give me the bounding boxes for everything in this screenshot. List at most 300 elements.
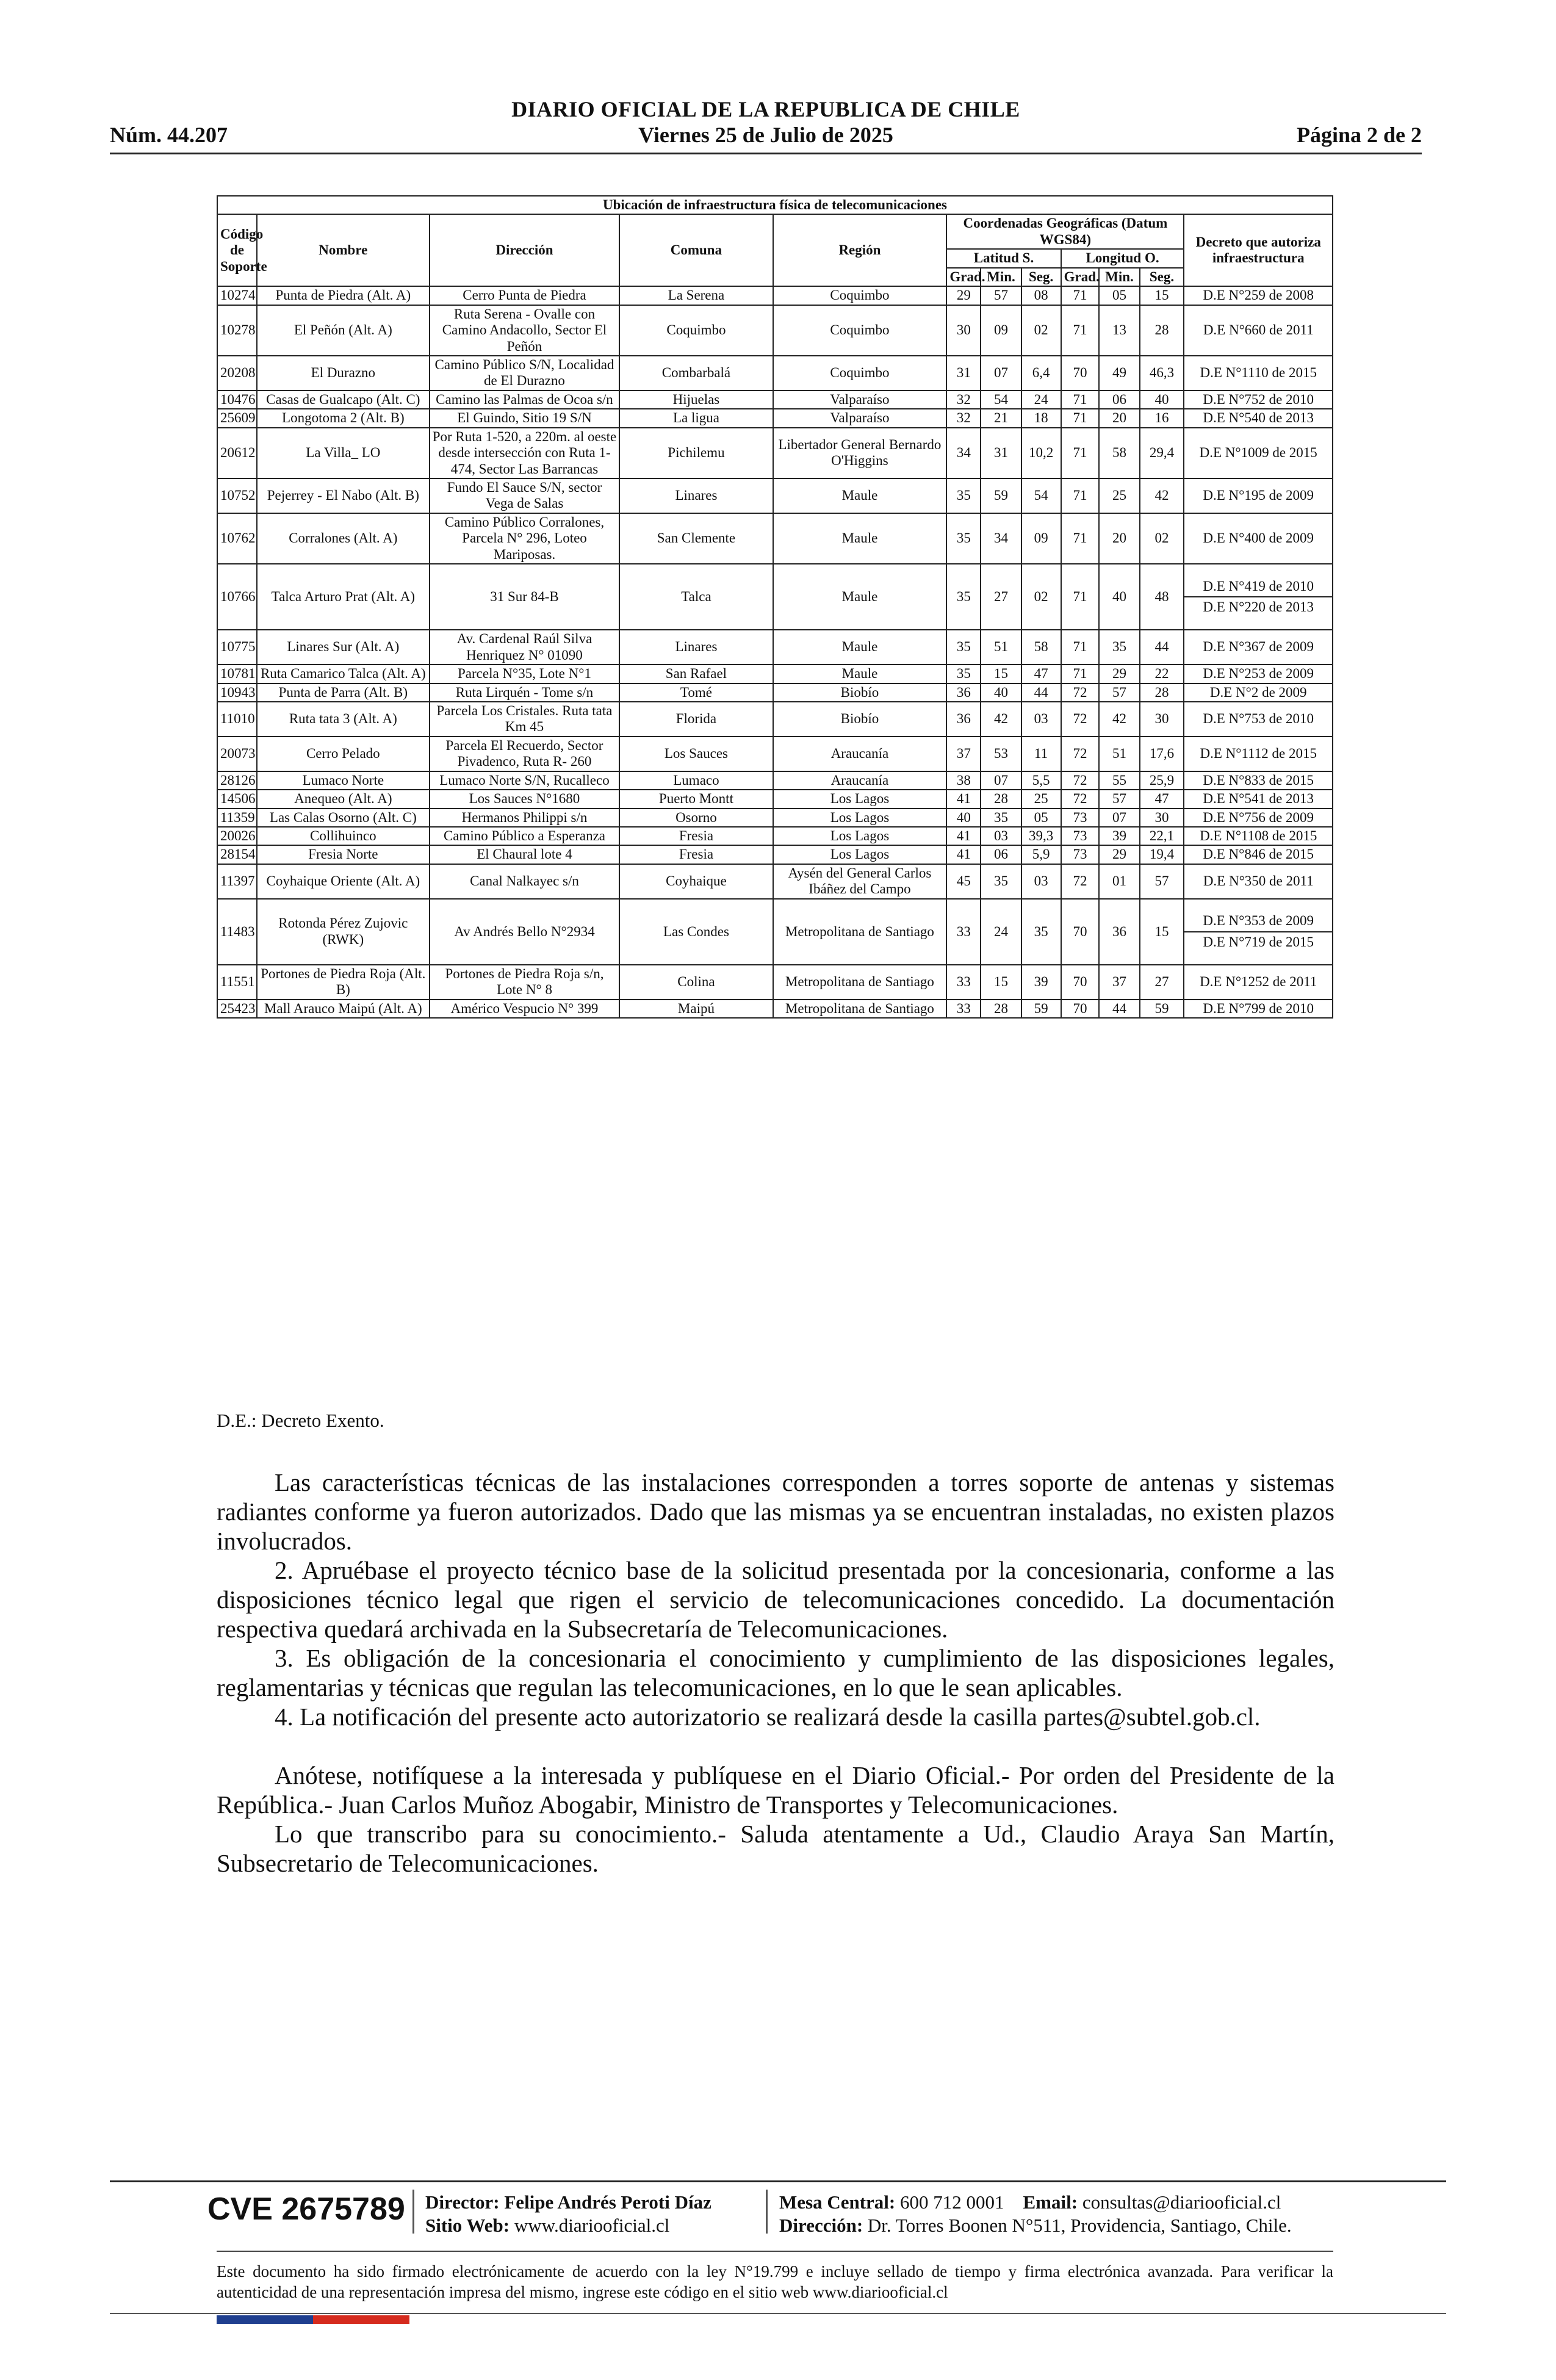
lat-seg-cell: 5,5 xyxy=(1021,771,1061,790)
lat-seg-cell: 59 xyxy=(1021,1000,1061,1018)
lat-seg-cell: 44 xyxy=(1021,683,1061,702)
lon-seg-cell: 59 xyxy=(1140,1000,1184,1018)
lat-min-cell: 09 xyxy=(981,305,1021,356)
direccion-cell: Portones de Piedra Roja s/n, Lote N° 8 xyxy=(430,965,620,1000)
header-lon-seg: Seg. xyxy=(1140,268,1184,286)
nombre-cell: La Villa_ LO xyxy=(257,428,430,478)
region-cell: Los Lagos xyxy=(773,845,947,864)
comuna-cell: La Serena xyxy=(619,286,773,305)
lon-grad-cell: 73 xyxy=(1061,845,1100,864)
direccion-cell: Cerro Punta de Piedra xyxy=(430,286,620,305)
decreto-cell: D.E N°799 de 2010 xyxy=(1184,1000,1333,1018)
direccion-cell: El Chaural lote 4 xyxy=(430,845,620,864)
flag-red-stripe xyxy=(313,2315,409,2324)
flag-blue-stripe xyxy=(217,2315,313,2324)
region-cell: Coquimbo xyxy=(773,286,947,305)
lat-seg-cell: 02 xyxy=(1021,564,1061,630)
lat-grad-cell: 45 xyxy=(946,864,981,899)
website-line xyxy=(425,2214,711,2237)
lat-min-cell: 03 xyxy=(981,827,1021,845)
region-cell: Maule xyxy=(773,564,947,630)
nombre-cell: Talca Arturo Prat (Alt. A) xyxy=(257,564,430,630)
paragraph-characteristics: Las características técnicas de las instalaciones corresponden a torres soporte de antenas y sistemas radiantes conforme ya fueron autorizados. Dado que las mismas ya se encuentran instaladas, no existen plazos involucrados. xyxy=(217,1468,1334,1555)
website-link[interactable]: www.diariooficial.cl xyxy=(514,2215,670,2236)
direccion-cell: Ruta Serena - Ovalle con Camino Andacollo, Sector El Peñón xyxy=(430,305,620,356)
footer-column-divider-2 xyxy=(766,2190,768,2234)
header-lon-grad: Grad. xyxy=(1061,268,1100,286)
lon-grad-cell: 72 xyxy=(1061,790,1100,808)
lat-grad-cell: 35 xyxy=(946,564,981,630)
nombre-cell: Punta de Parra (Alt. B) xyxy=(257,683,430,702)
lon-seg-cell: 27 xyxy=(1140,965,1184,1000)
paragraph-obligation: 3. Es obligación de la concesionaria el conocimiento y cumplimiento de las disposiciones legales, reglamentarias y técnicas que regulan las telecomunicaciones, en lo que le sean aplicables. xyxy=(217,1644,1334,1701)
header-lat-min: Min. xyxy=(981,268,1021,286)
lon-seg-cell: 46,3 xyxy=(1140,356,1184,391)
direccion-cell: Ruta Lirquén - Tome s/n xyxy=(430,683,620,702)
lat-grad-cell: 38 xyxy=(946,771,981,790)
lon-seg-cell: 29,4 xyxy=(1140,428,1184,478)
lat-min-cell: 34 xyxy=(981,513,1021,564)
header-decreto: Decreto que autoriza infraestructura xyxy=(1184,214,1333,286)
lon-min-cell: 25 xyxy=(1099,478,1139,513)
region-cell: Valparaíso xyxy=(773,409,947,427)
decreto-line-1: D.E N°353 de 2009 xyxy=(1184,911,1332,932)
address-line xyxy=(779,2214,1292,2237)
lon-grad-cell: 71 xyxy=(1061,564,1100,630)
lat-grad-cell: 35 xyxy=(946,630,981,665)
lon-seg-cell: 25,9 xyxy=(1140,771,1184,790)
header-nombre: Nombre xyxy=(257,214,430,286)
codigo-cell: 14506 xyxy=(217,790,257,808)
lat-min-cell: 21 xyxy=(981,409,1021,427)
lat-seg-cell: 24 xyxy=(1021,391,1061,409)
table-row xyxy=(217,665,1333,683)
lat-seg-cell: 25 xyxy=(1021,790,1061,808)
lat-grad-cell: 41 xyxy=(946,790,981,808)
lat-min-cell: 28 xyxy=(981,1000,1021,1018)
table-row xyxy=(217,564,1333,630)
lat-seg-cell: 47 xyxy=(1021,665,1061,683)
lat-min-cell: 57 xyxy=(981,286,1021,305)
region-cell: Araucanía xyxy=(773,737,947,771)
nombre-cell: Cerro Pelado xyxy=(257,737,430,771)
direccion-cell: Por Ruta 1-520, a 220m. al oeste desde intersección con Ruta 1-474, Sector Las Barrancas xyxy=(430,428,620,478)
lon-seg-cell: 30 xyxy=(1140,702,1184,737)
region-cell: Libertador General Bernardo O'Higgins xyxy=(773,428,947,478)
region-cell: Metropolitana de Santiago xyxy=(773,1000,947,1018)
mesa-phone: 600 712 0001 xyxy=(900,2191,1004,2213)
codigo-cell: 10766 xyxy=(217,564,257,630)
lon-min-cell: 35 xyxy=(1099,630,1139,665)
footer-column-divider xyxy=(412,2190,414,2234)
lon-min-cell: 36 xyxy=(1099,899,1139,965)
header-lon-min: Min. xyxy=(1099,268,1139,286)
lat-min-cell: 07 xyxy=(981,771,1021,790)
nombre-cell: Casas de Gualcapo (Alt. C) xyxy=(257,391,430,409)
paragraph-notification: 4. La notificación del presente acto autorizatorio se realizará desde la casilla partes@subtel.gob.cl. xyxy=(275,1703,1261,1731)
lon-grad-cell: 73 xyxy=(1061,827,1100,845)
header-region: Región xyxy=(773,214,947,286)
decreto-cell: D.E N°846 de 2015 xyxy=(1184,845,1333,864)
lon-min-cell: 05 xyxy=(1099,286,1139,305)
decreto-cell: D.E N°400 de 2009 xyxy=(1184,513,1333,564)
decreto-cell: D.E N°540 de 2013 xyxy=(1184,409,1333,427)
comuna-cell: Coyhaique xyxy=(619,864,773,899)
codigo-cell: 20612 xyxy=(217,428,257,478)
decreto-cell: D.E N°259 de 2008 xyxy=(1184,286,1333,305)
comuna-cell: Lumaco xyxy=(619,771,773,790)
header-latitud: Latitud S. xyxy=(946,249,1061,267)
lon-min-cell: 39 xyxy=(1099,827,1139,845)
lon-min-cell: 20 xyxy=(1099,409,1139,427)
nombre-cell: Ruta Camarico Talca (Alt. A) xyxy=(257,665,430,683)
comuna-cell: Coquimbo xyxy=(619,305,773,356)
codigo-cell: 10476 xyxy=(217,391,257,409)
table-row xyxy=(217,391,1333,409)
lon-seg-cell: 47 xyxy=(1140,790,1184,808)
lat-seg-cell: 39,3 xyxy=(1021,827,1061,845)
table-row xyxy=(217,478,1333,513)
nombre-cell: Longotoma 2 (Alt. B) xyxy=(257,409,430,427)
decreto-line-2: D.E N°220 de 2013 xyxy=(1203,599,1314,615)
lon-grad-cell: 71 xyxy=(1061,478,1100,513)
table-row xyxy=(217,513,1333,564)
lat-min-cell: 27 xyxy=(981,564,1021,630)
lon-seg-cell: 22 xyxy=(1140,665,1184,683)
lat-grad-cell: 35 xyxy=(946,478,981,513)
lon-grad-cell: 70 xyxy=(1061,356,1100,391)
lat-grad-cell: 37 xyxy=(946,737,981,771)
region-cell: Los Lagos xyxy=(773,827,947,845)
lat-min-cell: 40 xyxy=(981,683,1021,702)
table-footnote: D.E.: Decreto Exento. xyxy=(217,1410,384,1431)
lon-seg-cell: 17,6 xyxy=(1140,737,1184,771)
codigo-cell: 20073 xyxy=(217,737,257,771)
codigo-cell: 20026 xyxy=(217,827,257,845)
direccion-cell: Américo Vespucio N° 399 xyxy=(430,1000,620,1018)
decreto-cell: D.E N°195 de 2009 xyxy=(1184,478,1333,513)
comuna-cell: San Rafael xyxy=(619,665,773,683)
nombre-cell: Collihuinco xyxy=(257,827,430,845)
lat-seg-cell: 5,9 xyxy=(1021,845,1061,864)
codigo-cell: 11397 xyxy=(217,864,257,899)
paragraph-approval: 2. Apruébase el proyecto técnico base de la solicitud presentada por la concesionaria, conforme a las disposiciones técnico legal que rigen el servicio de telecomunicaciones concedido. La documentación respectiva quedará archivada en la Subsecretaría de Telecomunicaciones. xyxy=(217,1556,1334,1643)
codigo-cell: 10274 xyxy=(217,286,257,305)
codigo-cell: 11359 xyxy=(217,809,257,827)
lon-grad-cell: 70 xyxy=(1061,1000,1100,1018)
direccion-cell: Parcela Los Cristales. Ruta tata Km 45 xyxy=(430,702,620,737)
nombre-cell: Fresia Norte xyxy=(257,845,430,864)
lon-seg-cell: 28 xyxy=(1140,305,1184,356)
nombre-cell: Anequeo (Alt. A) xyxy=(257,790,430,808)
lon-grad-cell: 71 xyxy=(1061,391,1100,409)
issue-number: Núm. 44.207 xyxy=(110,123,228,147)
region-cell: Maule xyxy=(773,513,947,564)
lon-grad-cell: 71 xyxy=(1061,630,1100,665)
lat-grad-cell: 36 xyxy=(946,702,981,737)
legal-notice: Este documento ha sido firmado electrónicamente de acuerdo con la ley N°19.799 e incluye sellado de tiempo y firma electrónica avanzada. Para verificar la autenticidad de una representación impresa del mismo, ingrese este código en el sitio web www.diariooficial.cl xyxy=(217,2262,1333,2301)
page-number: Página 2 de 2 xyxy=(1296,123,1422,147)
region-cell: Biobío xyxy=(773,683,947,702)
lat-grad-cell: 36 xyxy=(946,683,981,702)
lat-min-cell: 35 xyxy=(981,809,1021,827)
contact-line xyxy=(779,2191,1292,2214)
region-cell: Valparaíso xyxy=(773,391,947,409)
region-cell: Maule xyxy=(773,665,947,683)
lat-seg-cell: 05 xyxy=(1021,809,1061,827)
decreto-cell: D.E N°1112 de 2015 xyxy=(1184,737,1333,771)
lon-seg-cell: 02 xyxy=(1140,513,1184,564)
footer-contact-block xyxy=(779,2191,1292,2237)
direccion-cell: Lumaco Norte S/N, Rucalleco xyxy=(430,771,620,790)
lon-grad-cell: 71 xyxy=(1061,409,1100,427)
comuna-cell: La ligua xyxy=(619,409,773,427)
codigo-cell: 10752 xyxy=(217,478,257,513)
lon-seg-cell: 42 xyxy=(1140,478,1184,513)
region-cell: Biobío xyxy=(773,702,947,737)
infrastructure-table xyxy=(217,195,1333,1019)
paragraph-closing: Lo que transcribo para su conocimiento.- Saluda atentamente a Ud., Claudio Araya San Martín, Subsecretario de Telecomunicaciones. xyxy=(217,1820,1334,1877)
decreto-cell: D.E N°350 de 2011 xyxy=(1184,864,1333,899)
codigo-cell: 28126 xyxy=(217,771,257,790)
comuna-cell: Linares xyxy=(619,478,773,513)
direccion-cell: Camino Público Corralones, Parcela N° 296, Loteo Mariposas. xyxy=(430,513,620,564)
table-row xyxy=(217,827,1333,845)
comuna-cell: Las Condes xyxy=(619,899,773,965)
lon-seg-cell: 44 xyxy=(1140,630,1184,665)
comuna-cell: Fresia xyxy=(619,845,773,864)
codigo-cell: 11010 xyxy=(217,702,257,737)
codigo-cell: 10278 xyxy=(217,305,257,356)
table-caption: Ubicación de infraestructura física de telecomunicaciones xyxy=(217,196,1333,214)
email-label: Email: xyxy=(1023,2191,1078,2213)
direccion-cell: Hermanos Philippi s/n xyxy=(430,809,620,827)
region-cell: Metropolitana de Santiago xyxy=(773,899,947,965)
region-cell: Aysén del General Carlos Ibáñez del Campo xyxy=(773,864,947,899)
footer-divider-bottom xyxy=(110,2313,1446,2314)
header-coordenadas: Coordenadas Geográficas (Datum WGS84) xyxy=(946,214,1184,249)
decreto-cell: D.E N°1110 de 2015 xyxy=(1184,356,1333,391)
table-row xyxy=(217,809,1333,827)
decreto-cell: D.E N°541 de 2013 xyxy=(1184,790,1333,808)
direccion-cell: Camino Público a Esperanza xyxy=(430,827,620,845)
comuna-cell: Pichilemu xyxy=(619,428,773,478)
lat-min-cell: 42 xyxy=(981,702,1021,737)
page-header xyxy=(110,92,1422,154)
lat-seg-cell: 11 xyxy=(1021,737,1061,771)
nombre-cell: Pejerrey - El Nabo (Alt. B) xyxy=(257,478,430,513)
decreto-line-1: D.E N°419 de 2010 xyxy=(1184,577,1332,597)
lat-grad-cell: 34 xyxy=(946,428,981,478)
nombre-cell: Corralones (Alt. A) xyxy=(257,513,430,564)
lat-seg-cell: 03 xyxy=(1021,864,1061,899)
lon-grad-cell: 70 xyxy=(1061,965,1100,1000)
nombre-cell: Ruta tata 3 (Alt. A) xyxy=(257,702,430,737)
lat-grad-cell: 32 xyxy=(946,391,981,409)
lat-seg-cell: 18 xyxy=(1021,409,1061,427)
lat-grad-cell: 30 xyxy=(946,305,981,356)
codigo-cell: 11551 xyxy=(217,965,257,1000)
codigo-cell: 10781 xyxy=(217,665,257,683)
lat-min-cell: 59 xyxy=(981,478,1021,513)
comuna-cell: Los Sauces xyxy=(619,737,773,771)
lat-seg-cell: 6,4 xyxy=(1021,356,1061,391)
nombre-cell: Lumaco Norte xyxy=(257,771,430,790)
lon-min-cell: 51 xyxy=(1099,737,1139,771)
lon-seg-cell: 19,4 xyxy=(1140,845,1184,864)
table-row xyxy=(217,305,1333,356)
lat-min-cell: 53 xyxy=(981,737,1021,771)
comuna-cell: Colina xyxy=(619,965,773,1000)
lon-min-cell: 13 xyxy=(1099,305,1139,356)
mesa-label: Mesa Central: xyxy=(779,2191,896,2213)
decreto-cell xyxy=(1184,899,1333,965)
lon-seg-cell: 15 xyxy=(1140,899,1184,965)
header-longitud: Longitud O. xyxy=(1061,249,1184,267)
table-row xyxy=(217,771,1333,790)
decreto-cell: D.E N°752 de 2010 xyxy=(1184,391,1333,409)
lon-grad-cell: 71 xyxy=(1061,286,1100,305)
region-cell: Los Lagos xyxy=(773,809,947,827)
direccion-cell: Av. Cardenal Raúl Silva Henriquez N° 01090 xyxy=(430,630,620,665)
lat-grad-cell: 32 xyxy=(946,409,981,427)
decreto-cell: D.E N°367 de 2009 xyxy=(1184,630,1333,665)
lat-seg-cell: 08 xyxy=(1021,286,1061,305)
lon-seg-cell: 16 xyxy=(1140,409,1184,427)
lat-seg-cell: 10,2 xyxy=(1021,428,1061,478)
table-row xyxy=(217,630,1333,665)
lon-grad-cell: 72 xyxy=(1061,771,1100,790)
direccion-cell: Camino Público S/N, Localidad de El Durazno xyxy=(430,356,620,391)
email-link[interactable]: consultas@diariooficial.cl xyxy=(1082,2191,1281,2213)
lat-grad-cell: 35 xyxy=(946,513,981,564)
lat-min-cell: 54 xyxy=(981,391,1021,409)
header-comuna: Comuna xyxy=(619,214,773,286)
publication-title: DIARIO OFICIAL DE LA REPUBLICA DE CHILE xyxy=(511,97,1020,121)
lon-grad-cell: 71 xyxy=(1061,513,1100,564)
footer-divider-top xyxy=(110,2180,1446,2182)
codigo-cell: 10943 xyxy=(217,683,257,702)
lon-min-cell: 29 xyxy=(1099,845,1139,864)
lat-grad-cell: 29 xyxy=(946,286,981,305)
resolution-body xyxy=(217,1468,1334,1878)
table-row xyxy=(217,702,1333,737)
comuna-cell: Puerto Montt xyxy=(619,790,773,808)
comuna-cell: Hijuelas xyxy=(619,391,773,409)
decreto-cell: D.E N°1252 de 2011 xyxy=(1184,965,1333,1000)
lon-grad-cell: 72 xyxy=(1061,737,1100,771)
region-cell: Metropolitana de Santiago xyxy=(773,965,947,1000)
nombre-cell: Rotonda Pérez Zujovic (RWK) xyxy=(257,899,430,965)
codigo-cell: 28154 xyxy=(217,845,257,864)
region-cell: Maule xyxy=(773,630,947,665)
lon-min-cell: 57 xyxy=(1099,790,1139,808)
region-cell: Los Lagos xyxy=(773,790,947,808)
lon-min-cell: 58 xyxy=(1099,428,1139,478)
address-label: Dirección: xyxy=(779,2215,863,2236)
comuna-cell: San Clemente xyxy=(619,513,773,564)
issue-date: Viernes 25 de Julio de 2025 xyxy=(638,123,893,147)
table-row xyxy=(217,965,1333,1000)
header-lat-seg: Seg. xyxy=(1021,268,1061,286)
table-row xyxy=(217,864,1333,899)
comuna-cell: Talca xyxy=(619,564,773,630)
footer-director-block xyxy=(425,2191,711,2237)
lat-grad-cell: 41 xyxy=(946,827,981,845)
nombre-cell: El Peñón (Alt. A) xyxy=(257,305,430,356)
comuna-cell: Osorno xyxy=(619,809,773,827)
lat-grad-cell: 35 xyxy=(946,665,981,683)
lon-seg-cell: 30 xyxy=(1140,809,1184,827)
comuna-cell: Fresia xyxy=(619,827,773,845)
decreto-cell: D.E N°1009 de 2015 xyxy=(1184,428,1333,478)
codigo-cell: 25423 xyxy=(217,1000,257,1018)
director-line: Director: Felipe Andrés Peroti Díaz xyxy=(425,2191,711,2213)
direccion-cell: Los Sauces N°1680 xyxy=(430,790,620,808)
region-cell: Maule xyxy=(773,478,947,513)
lat-seg-cell: 39 xyxy=(1021,965,1061,1000)
direccion-cell: 31 Sur 84-B xyxy=(430,564,620,630)
lat-min-cell: 07 xyxy=(981,356,1021,391)
codigo-cell: 25609 xyxy=(217,409,257,427)
nombre-cell: El Durazno xyxy=(257,356,430,391)
lat-min-cell: 31 xyxy=(981,428,1021,478)
header-lat-grad: Grad. xyxy=(946,268,981,286)
decreto-cell: D.E N°753 de 2010 xyxy=(1184,702,1333,737)
decreto-cell: D.E N°756 de 2009 xyxy=(1184,809,1333,827)
nombre-cell: Coyhaique Oriente (Alt. A) xyxy=(257,864,430,899)
lon-min-cell: 01 xyxy=(1099,864,1139,899)
lat-min-cell: 15 xyxy=(981,665,1021,683)
lon-grad-cell: 73 xyxy=(1061,809,1100,827)
lon-grad-cell: 72 xyxy=(1061,702,1100,737)
lon-min-cell: 44 xyxy=(1099,1000,1139,1018)
lon-min-cell: 57 xyxy=(1099,683,1139,702)
region-cell: Coquimbo xyxy=(773,305,947,356)
lat-min-cell: 24 xyxy=(981,899,1021,965)
direccion-cell: El Guindo, Sitio 19 S/N xyxy=(430,409,620,427)
decreto-cell xyxy=(1184,564,1333,630)
comuna-cell: Maipú xyxy=(619,1000,773,1018)
infrastructure-table-container xyxy=(217,195,1333,1019)
nombre-cell: Portones de Piedra Roja (Alt. B) xyxy=(257,965,430,1000)
cve-code: CVE 2675789 xyxy=(207,2191,405,2227)
nombre-cell: Punta de Piedra (Alt. A) xyxy=(257,286,430,305)
lon-min-cell: 37 xyxy=(1099,965,1139,1000)
lon-grad-cell: 71 xyxy=(1061,665,1100,683)
table-row xyxy=(217,790,1333,808)
lat-min-cell: 51 xyxy=(981,630,1021,665)
lon-min-cell: 29 xyxy=(1099,665,1139,683)
lon-min-cell: 07 xyxy=(1099,809,1139,827)
decreto-cell: D.E N°1108 de 2015 xyxy=(1184,827,1333,845)
region-cell: Araucanía xyxy=(773,771,947,790)
table-row xyxy=(217,428,1333,478)
lat-grad-cell: 33 xyxy=(946,1000,981,1018)
codigo-cell: 10775 xyxy=(217,630,257,665)
lat-min-cell: 35 xyxy=(981,864,1021,899)
lat-min-cell: 28 xyxy=(981,790,1021,808)
chile-flag-stripe xyxy=(217,2315,409,2324)
table-row xyxy=(217,409,1333,427)
nombre-cell: Las Calas Osorno (Alt. C) xyxy=(257,809,430,827)
direccion-cell: Canal Nalkayec s/n xyxy=(430,864,620,899)
table-row xyxy=(217,845,1333,864)
decreto-cell: D.E N°833 de 2015 xyxy=(1184,771,1333,790)
lat-seg-cell: 54 xyxy=(1021,478,1061,513)
lat-grad-cell: 33 xyxy=(946,965,981,1000)
region-cell: Coquimbo xyxy=(773,356,947,391)
